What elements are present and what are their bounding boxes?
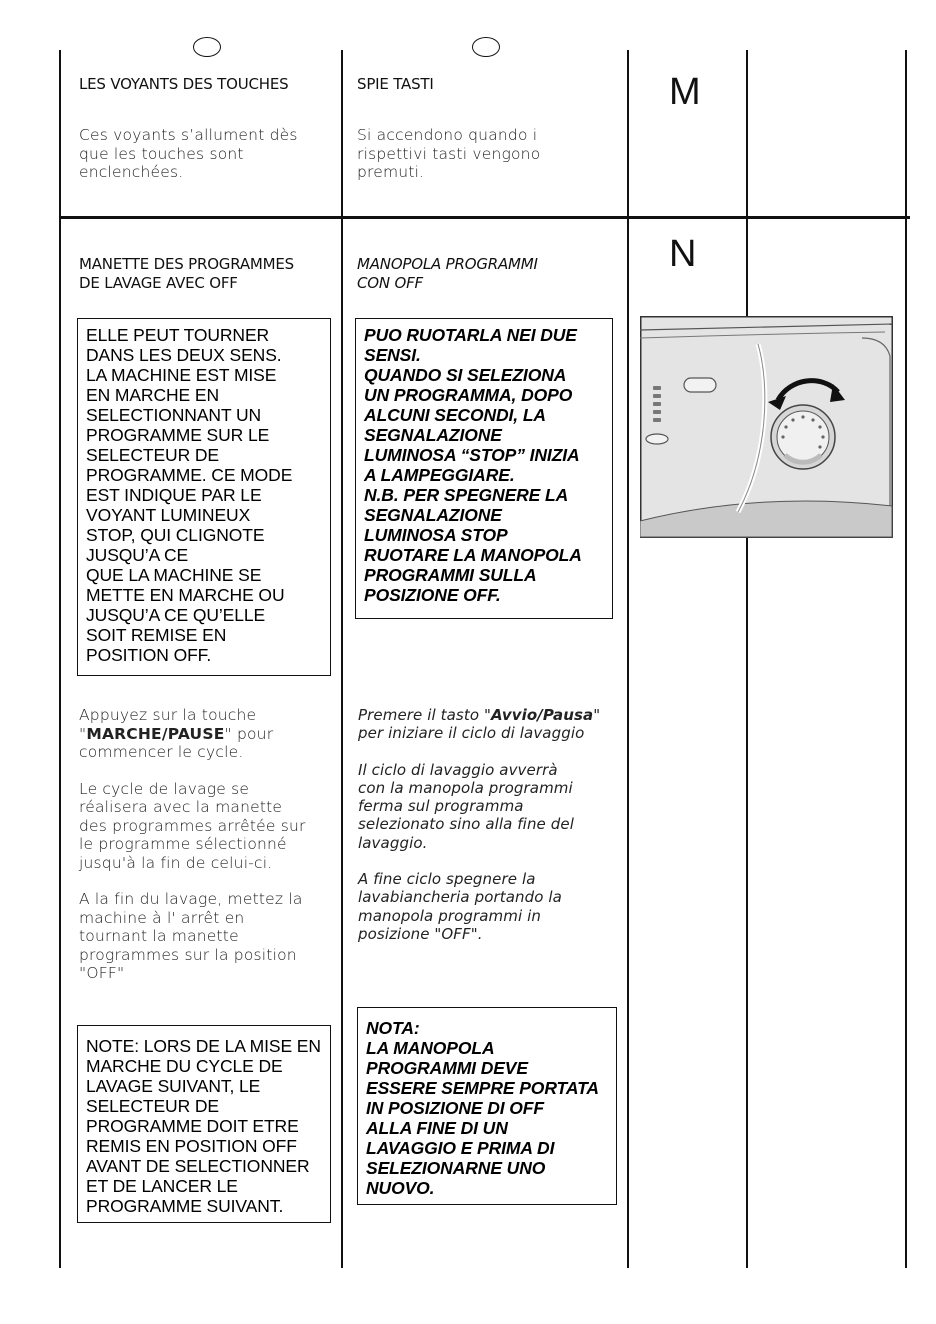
program-selector-dial-illustration bbox=[640, 316, 893, 538]
column-divider-label-blank bbox=[746, 50, 748, 1268]
it-heading-spie: SPIE TASTI bbox=[357, 75, 434, 93]
it-note-box bbox=[357, 1007, 617, 1205]
it-para-cycle: Il ciclo di lavaggio avverrà con la manopola programmi ferma sul programma selezionato sino alla fine del lavaggio. bbox=[358, 760, 574, 852]
fr-heading-manette: MANETTE DES PROGRAMMES DE LAVAGE AVEC OFF bbox=[79, 255, 294, 292]
program-dial-icon bbox=[777, 411, 829, 463]
it-note-text: NOTA: LA MANOPOLA PROGRAMMI DEVE ESSERE SEMPRE PORTATA IN POSIZIONE DI OFF ALLA FINE DI UN LAVAGGIO E PRIMA DI SELEZIONARNE UNO NUOVO. bbox=[366, 1018, 599, 1198]
it-para-end: A fine ciclo spegnere la lavabiancheria portando la manopola programmi in posizione "OFF". bbox=[358, 870, 562, 943]
it-warning-text: PUO RUOTARLA NEI DUE SENSI. QUANDO SI SELEZIONA UN PROGRAMMA, DOPO ALCUNI SECONDI, LA SEGNALAZIONE LUMINOSA “STOP” INIZIA A LAMPEGGIARE. N.B. PER SPEGNERE LA SEGNALAZIONE LUMINOSA STOP RUOTARE LA MANOPOLA PROGRAMMI SULLA POSIZIONE OFF. bbox=[364, 325, 582, 605]
fr-note-box bbox=[77, 1025, 331, 1223]
fr-para-cycle: Le cycle de lavage se réalisera avec la manette des programmes arrêtée sur le programme sélectionné jusqu'à la fin de celui-ci. bbox=[79, 779, 306, 872]
section-divider bbox=[60, 216, 910, 219]
small-button-icon bbox=[646, 434, 668, 444]
fr-start-button-label: MARCHE/PAUSE bbox=[86, 724, 225, 743]
fr-warning-text: ELLE PEUT TOURNER DANS LES DEUX SENS. LA MACHINE EST MISE EN MARCHE EN SELECTIONNANT UN PROGRAMME SUR LE SELECTEUR DE PROGRAMME. CE MODE EST INDIQUE PAR LE VOYANT LUMINEUX STOP, QUI CLIGNOTE JUSQU’A CE QUE LA MACHINE SE METTE EN MARCHE OU JUSQU’A CE QU’ELLE SOIT REMISE EN POSITION OFF. bbox=[86, 325, 293, 665]
column-divider-fr-it bbox=[341, 50, 343, 1268]
section-label-n: N bbox=[669, 233, 697, 275]
it-instructions bbox=[358, 706, 620, 961]
it-para-start: Premere il tasto "Avvio/Pausa" per iniziare il ciclo di lavaggio bbox=[358, 706, 601, 743]
fr-text-voyants: Ces voyants s’allument dès que les touches sont enclenchées. bbox=[79, 126, 298, 181]
start-button-icon bbox=[684, 378, 716, 392]
fr-warning-box bbox=[77, 318, 331, 676]
fr-heading-voyants: LES VOYANTS DES TOUCHES bbox=[79, 75, 289, 93]
it-heading-manopola: MANOPOLA PROGRAMMI CON OFF bbox=[357, 255, 538, 292]
fr-para-end: A la fin du lavage, mettez la machine à l' arrêt en tournant la manette programmes sur la position "OFF" bbox=[79, 890, 303, 982]
it-warning-box bbox=[355, 318, 613, 619]
fr-instructions bbox=[79, 706, 334, 1001]
it-text-spie: Si accendono quando i rispettivi tasti vengono premuti. bbox=[357, 126, 541, 181]
fr-note-text: NOTE: LORS DE LA MISE EN MARCHE DU CYCLE DE LAVAGE SUIVANT, LE SELECTEUR DE PROGRAMME DOIT ETRE REMIS EN POSITION OFF AVANT DE SELECTIONNER ET DE LANCER LE PROGRAMME SUIVANT. bbox=[86, 1036, 321, 1216]
language-flag-it-icon bbox=[472, 37, 500, 57]
column-divider-left bbox=[59, 50, 61, 1268]
column-divider-it-label bbox=[627, 50, 629, 1268]
column-divider-right bbox=[905, 50, 907, 1268]
it-start-button-label: Avvio/Pausa bbox=[490, 706, 594, 724]
section-label-m: M bbox=[669, 71, 701, 113]
fr-para-start: Appuyez sur la touche "MARCHE/PAUSE" pour commencer le cycle. bbox=[79, 706, 274, 761]
language-flag-fr-icon bbox=[193, 37, 221, 57]
